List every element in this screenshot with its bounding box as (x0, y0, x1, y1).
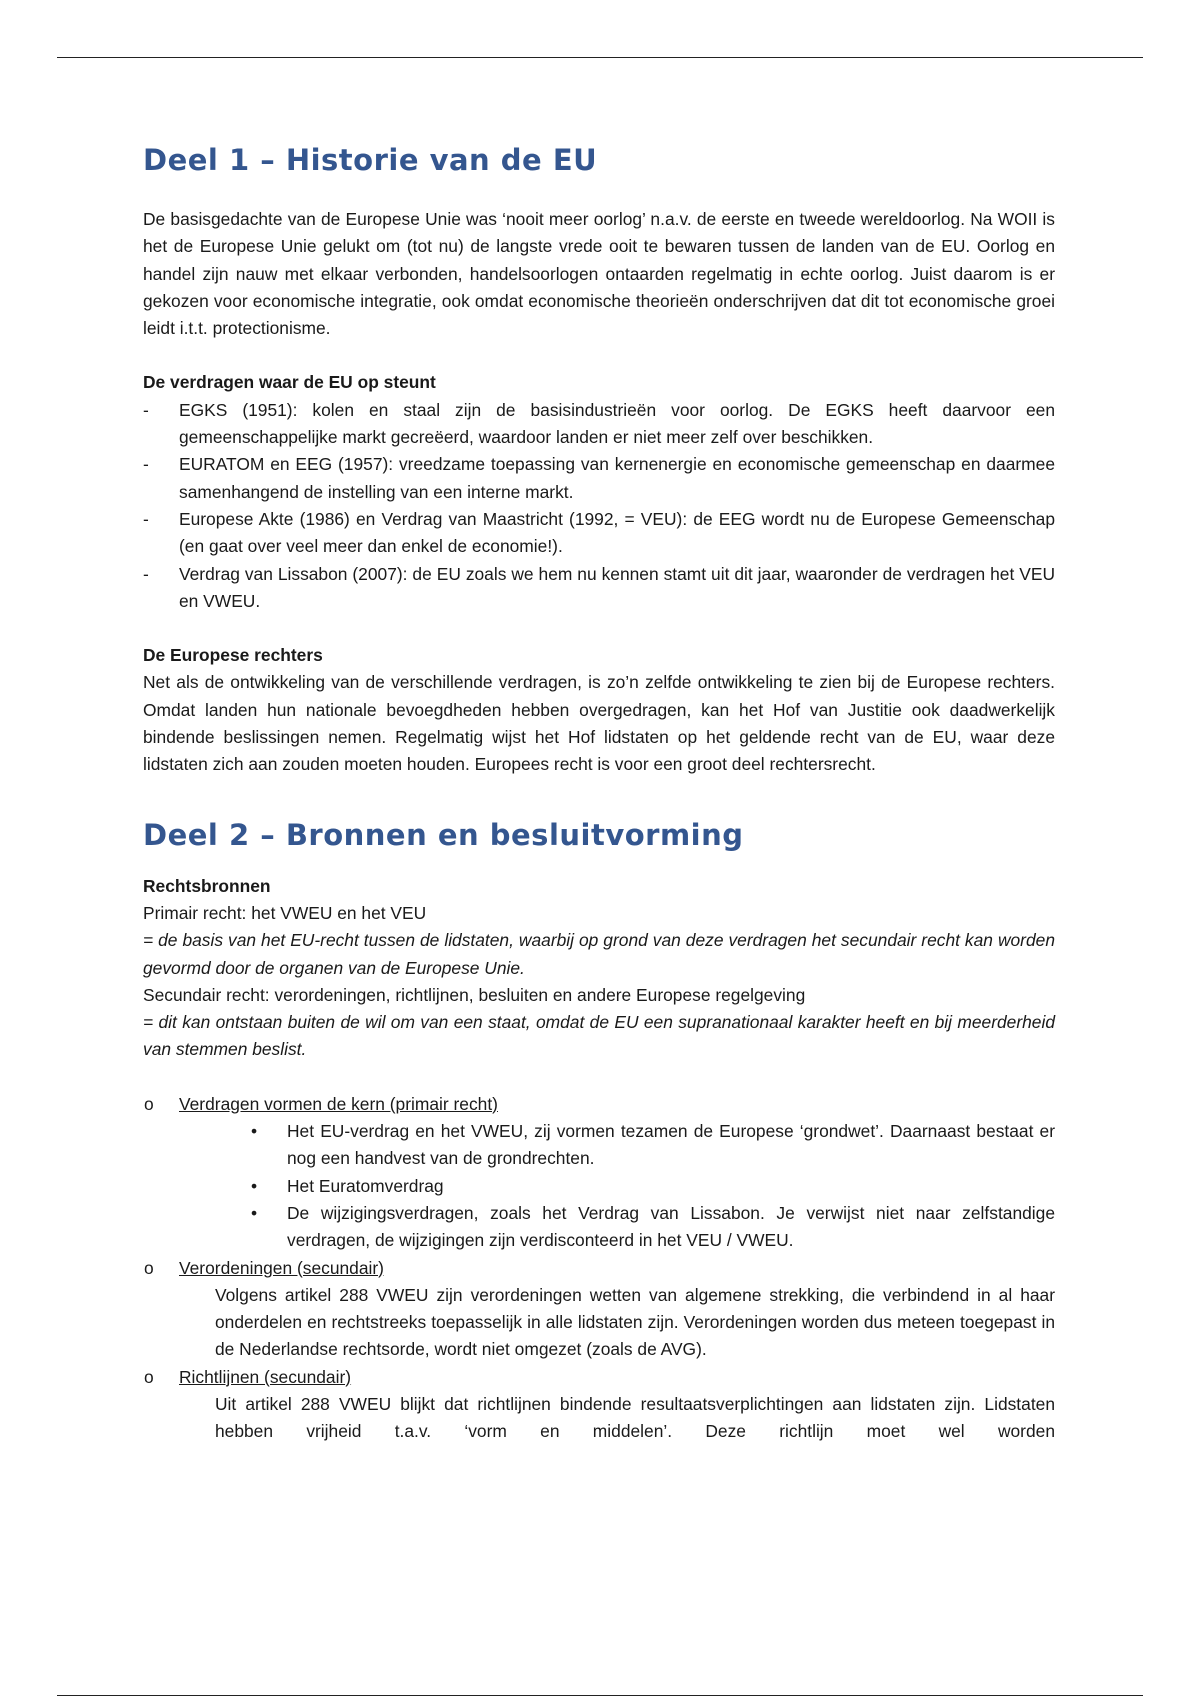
source-item-title: Verdragen vormen de kern (primair recht) (179, 1093, 498, 1114)
source-item-body: Uit artikel 288 VWEU blijkt dat richtlijnen bindende resultaatsverplichtingen aan lidstaten zijn. Lidstaten hebben vrijheid t.a.v. ‘vorm en middelen’. Deze richtlijn moet wel worden (215, 1393, 1055, 1442)
treaty-item: - Europese Akte (1986) en Verdrag van Maastricht (1992, = VEU): de EEG wordt nu de Europese Gemeenschap (en gaat over veel meer dan enkel de economie!). (143, 506, 1055, 561)
source-item-body: Volgens artikel 288 VWEU zijn verordeningen wetten van algemene strekking, die verbindend in al haar onderdelen en rechtstreeks toepasselijk in alle lidstaten zijn. Verordeningen worden dus meteen toegepast in de Nederlandse rechtsorde, wordt niet omgezet (zoals de AVG). (215, 1284, 1055, 1360)
sublist-item-text: De wijzigingsverdragen, zoals het Verdrag van Lissabon. Je verwijst niet naar zelfstandige verdragen, de wijzigingen zijn verdisconteerd in het VEU / VWEU. (287, 1202, 1055, 1251)
secondary-law-note: = dit kan ontstaan buiten de wil om van een staat, omdat de EU een supranationaal karakter heeft en bij meerderheid van stemmen beslist. (143, 1012, 1055, 1060)
sublist-item (251, 1118, 1055, 1173)
source-item-directives (143, 1364, 1055, 1446)
sublist-item-text: Het Euratomverdrag (287, 1175, 444, 1196)
source-item-regulations (143, 1255, 1055, 1364)
top-rule (57, 57, 1143, 58)
bottom-rule (57, 1695, 1143, 1696)
sublist-item (251, 1173, 1055, 1200)
judges-heading: De Europese rechters (143, 645, 323, 666)
section-1-heading: Deel 1 – Historie van de EU (143, 143, 598, 177)
treaty-item: - EURATOM en EEG (1957): vreedzame toepassing van kernenergie en economische gemeenschap en daarmee samenhangend de instelling van een interne markt. (143, 451, 1055, 506)
treaties-list (143, 397, 1055, 615)
section-1-intro: De basisgedachte van de Europese Unie was ‘nooit meer oorlog’ n.a.v. de eerste en tweede wereldoorlog. Na WOII is het de Europese Unie gelukt om (tot nu) de langste vrede ooit te bewaren tussen de landen van de EU. Oorlog en handel zijn nauw met elkaar verbonden, handelsoorlogen ontaarden regelmatig in echte oorlog. Juist daarom is er gekozen voor economische integratie, ook omdat economische theorieën onderschrijven dat dit tot economische groei leidt i.t.t. protectionisme. (143, 209, 1055, 339)
circle-bullet-icon: o (144, 1093, 154, 1114)
source-item-title: Verordeningen (secundair) (179, 1257, 384, 1278)
secondary-law-line: Secundair recht: verordeningen, richtlijnen, besluiten en andere Europese regelgeving (143, 984, 806, 1005)
treaty-item: - EGKS (1951): kolen en staal zijn de basisindustrieën voor oorlog. De EGKS heeft daarvoor een gemeenschappelijke markt gecreëerd, waardoor landen er niet meer zelf over beschikken. (143, 397, 1055, 452)
section-2-heading: Deel 2 – Bronnen en besluitvorming (143, 817, 744, 852)
source-item-treaties (143, 1091, 1055, 1255)
circle-bullet-icon: o (144, 1257, 154, 1278)
treaty-item: - Verdrag van Lissabon (2007): de EU zoals we hem nu kennen stamt uit dit jaar, waaronder de verdragen het VEU en VWEU. (143, 561, 1055, 616)
treaties-sublist (179, 1118, 1055, 1254)
treaties-heading: De verdragen waar de EU op steunt (143, 372, 436, 393)
document-body (143, 142, 1055, 1446)
sublist-item-text: Het EU-verdrag en het VWEU, zij vormen tezamen de Europese ‘grondwet’. Daarnaast bestaat er nog een handvest van de grondrechten. (287, 1121, 1055, 1169)
circle-bullet-icon: o (144, 1366, 154, 1387)
bullet-icon: • (251, 1202, 258, 1223)
primary-law-line: Primair recht: het VWEU en het VEU (143, 902, 427, 923)
sources-heading: Rechtsbronnen (143, 875, 271, 896)
bullet-icon: • (251, 1175, 258, 1196)
sources-list (143, 1091, 1055, 1446)
bullet-icon: • (251, 1121, 258, 1142)
source-item-title: Richtlijnen (secundair) (179, 1366, 352, 1387)
primary-law-note: = de basis van het EU-recht tussen de lidstaten, waarbij op grond van deze verdragen het secundair recht kan worden gevormd door de organen van de Europese Unie. (143, 930, 1055, 978)
sublist-item (251, 1200, 1055, 1255)
judges-text: Net als de ontwikkeling van de verschillende verdragen, is zo’n zelfde ontwikkeling te zien bij de Europese rechters. Omdat landen hun nationale bevoegdheden hebben overgedragen, kan het Hof van Justitie ook daadwerkelijk bindende beslissingen nemen. Regelmatig wijst het Hof lidstaten op het geldende recht van de EU, waar deze lidstaten zich aan zouden moeten houden. Europees recht is voor een groot deel rechtersrecht. (143, 672, 1055, 775)
